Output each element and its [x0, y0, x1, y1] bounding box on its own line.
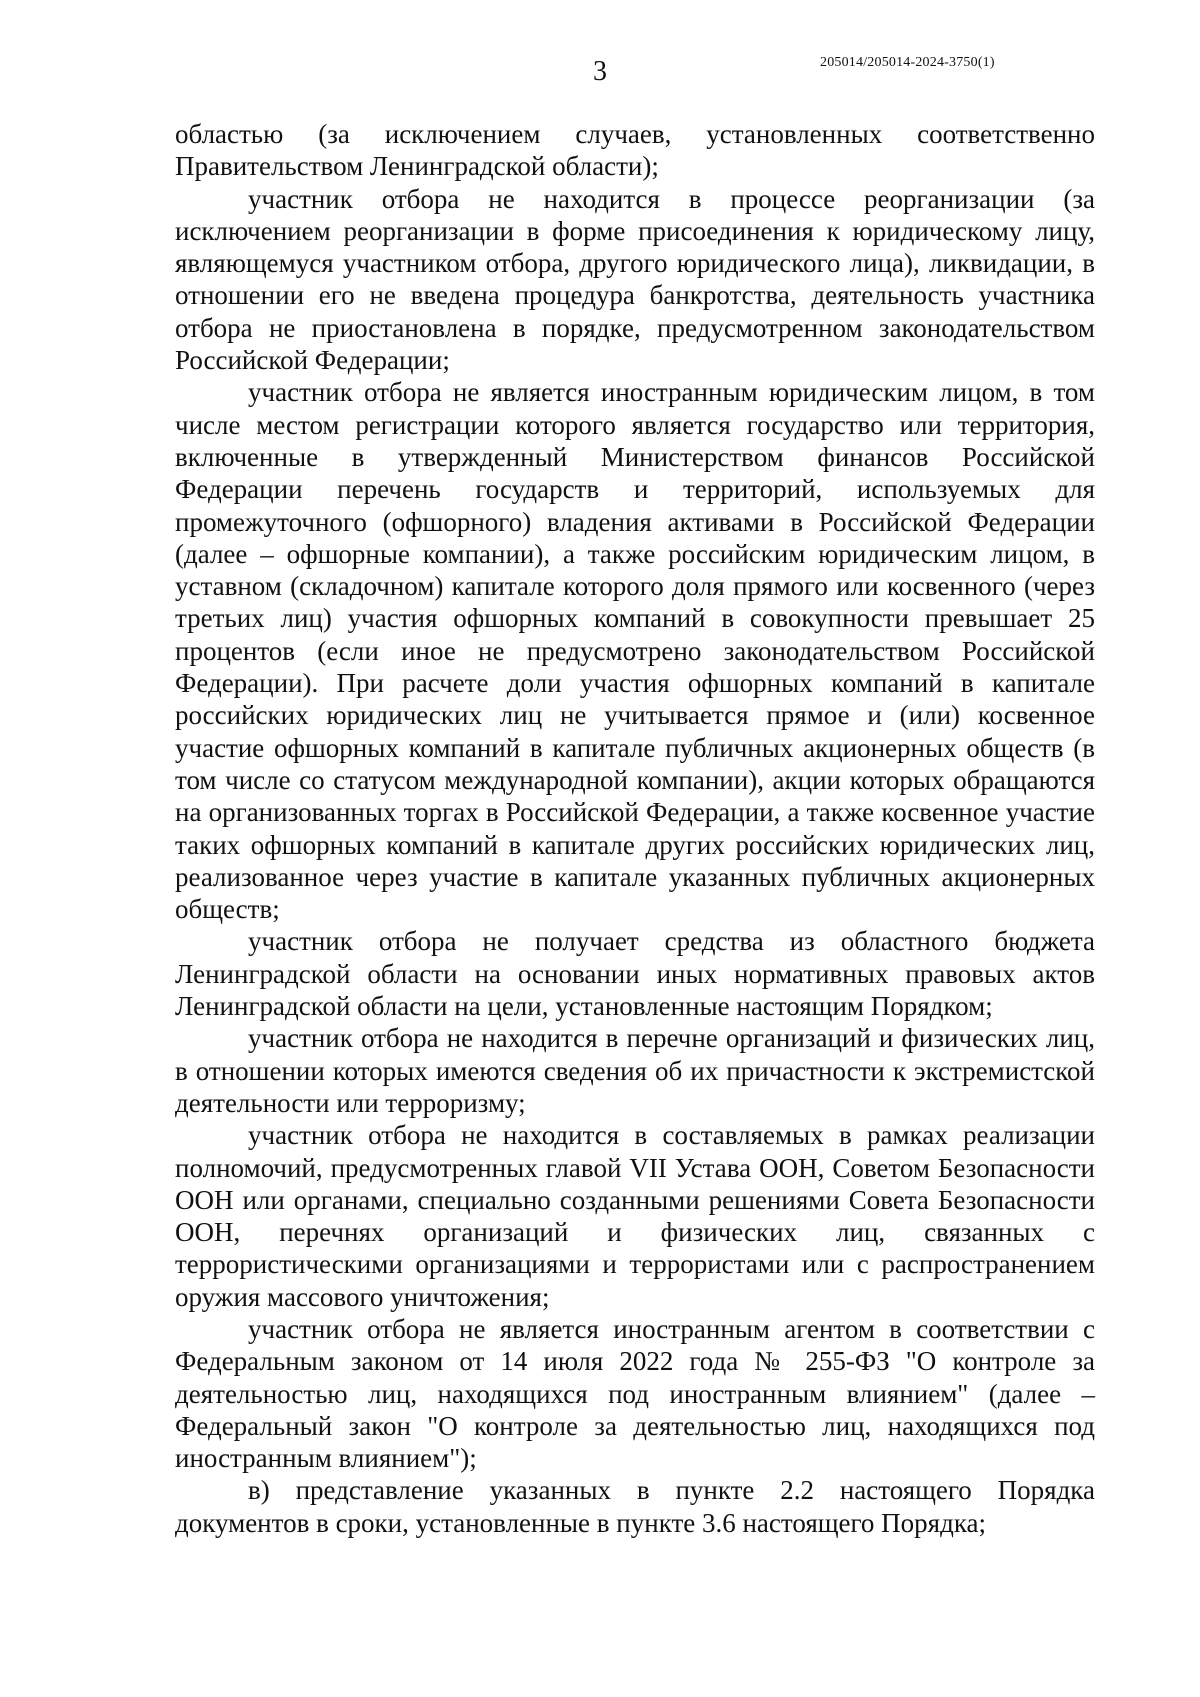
paragraph-extremism: участник отбора не находится в перечне организаций и физических лиц, в отношении которых имеются сведения об их причастности к экстремистской деятельности или терроризму;	[175, 1023, 1095, 1118]
paragraph-foreign-agent: участник отбора не является иностранным агентом в соответствии с Федеральным законом от 14 июля 2022 года № 255-ФЗ "О контроле за деятельностью лиц, находящихся под иностранным влиянием" (далее – Федеральный закон "О контроле за деятельностью лиц, находящихся под иностранным влиянием");	[175, 1313, 1095, 1474]
paragraph-reorganization: участник отбора не находится в процессе реорганизации (за исключением реорганизации в форме присоединения к юридическому лицу, являющемуся участником отбора, другого юридического лица), ликвидации, в отношении его не введена процедура банкротства, деятельность участника отбора не приостановлена в порядке, предусмотренном законодательством Российской Федерации;	[175, 183, 1095, 376]
paragraph-un-lists: участник отбора не находится в составляемых в рамках реализации полномочий, предусмотренных главой VII Устава ООН, Советом Безопасности ООН или органами, специально созданными решениями Совета Безопасности ООН, перечнях организаций и физических лиц, связанных с террористическими организациями и террористами или с распространением оружия массового уничтожения;	[175, 1120, 1095, 1312]
paragraph-documents-deadline: в) представление указанных в пункте 2.2 настоящего Порядка документов в сроки, установленные в пункте 3.6 настоящего Порядка;	[175, 1475, 1095, 1538]
page-number: 3	[593, 56, 607, 87]
paragraph-continuation: областью (за исключением случаев, установленных соответственно Правительством Ленинградской области);	[175, 119, 1095, 182]
paragraph-budget-funds: участник отбора не получает средства из областного бюджета Ленинградской области на основании иных нормативных правовых актов Ленинградской области на цели, установленные настоящим Порядком;	[175, 926, 1095, 1022]
document-body	[175, 118, 1095, 1539]
paragraph-offshore: участник отбора не является иностранным юридическим лицом, в том числе местом регистрации которого является государство или территория, включенные в утвержденный Министерством финансов Российской Федерации перечень государств и территорий, используемых для промежуточного (офшорного) владения активами в Российской Федерации (далее – офшорные компании), а также российским юридическим лицом, в уставном (складочном) капитале которого доля прямого или косвенного (через третьих лиц) участия офшорных компаний в совокупности превышает 25 процентов (если иное не предусмотрено законодательством Российской Федерации). При расчете доли участия офшорных компаний в капитале российских юридических лиц не учитывается прямое и (или) косвенное участие офшорных компаний в капитале публичных акционерных обществ (в том числе со статусом международной компании), акции которых обращаются на организованных торгах в Российской Федерации, а также косвенное участие таких офшорных компаний в капитале других российских юридических лиц, реализованное через участие в капитале указанных публичных акционерных обществ;	[175, 377, 1095, 925]
document-id: 205014/205014-2024-3750(1)	[820, 55, 995, 70]
